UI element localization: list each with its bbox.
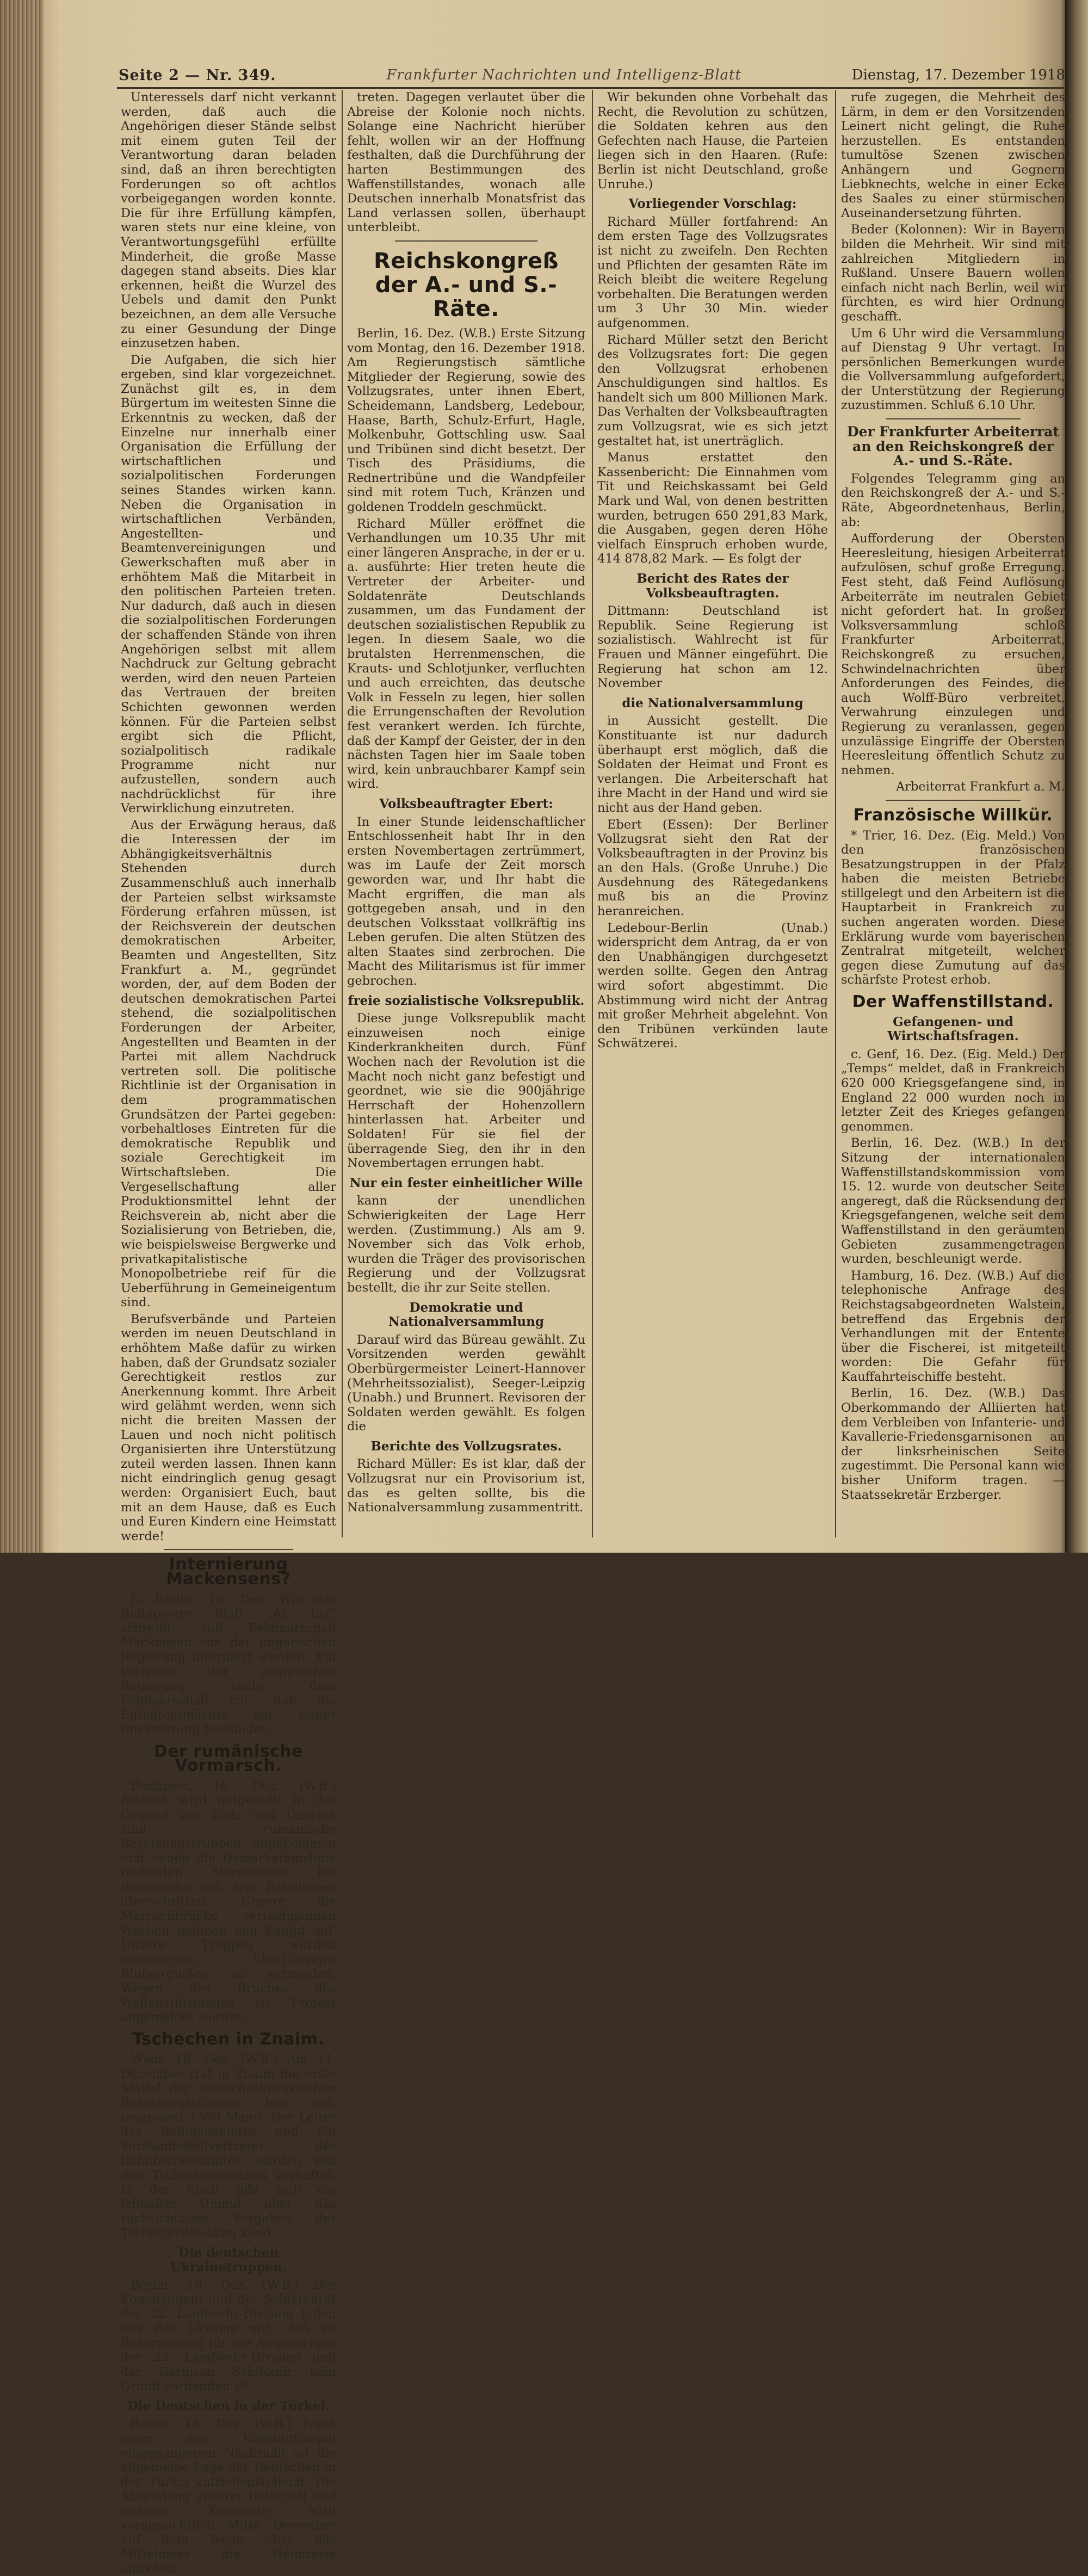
- column-divider: [342, 90, 343, 1537]
- article-paragraph: Dittmann: Deutschland ist Republik. Seine Regierung ist sozialistisch. Wahlrecht ist für Frauen und Männer eingeführt. Die Regierung hat schon am 12. November: [597, 604, 828, 691]
- article-paragraph: Um 6 Uhr wird die Versammlung auf Dienstag 9 Uhr vertagt. In persönlichen Bemerkungen wurde die Vollversammlung aufgefordert, der Unterstützung der Regierung zuzustimmen. Schluß 6.10 Uhr.: [841, 326, 1065, 413]
- subheading-gefangene: Gefangenen- und Wirtschaftsfragen.: [887, 1014, 1019, 1044]
- headline-rumaenisch: Der rumänische Vormarsch.: [153, 1741, 304, 1776]
- subheading-berichte: Berichte des Vollzugsrates.: [370, 1438, 562, 1454]
- article-paragraph: Wien, 16. Dez. (W.B.) Am 14. Dezember traf in Znaim die erste Staffel der tschechoslowakischen Besetzungstruppen hier ein, insgesamt 1500 Mann. Der Leiter des Bahnpostamtes und ein Vorstandsstellvertreter des Bahnbetriebsamtes wurden von den Tschechoslowaken verhaftet. In der Stadt gibt sich ein lebhafter Unmut über das rücksichtslose Vorgehen der Tschechoslowaken kund.: [121, 2052, 336, 2240]
- article-paragraph: Beder (Kolonnen): Wir in Bayern bilden die Mehrheit. Wir sind mit zahlreichen Mitgliedern in Rußland. Unsere Bauern wollen einfach nicht nach Berlin, weil wir fürchten, es wird hier Ordnung geschafft.: [841, 223, 1065, 324]
- article-paragraph: Richard Müller setzt den Bericht des Vollzugsrates fort: Die gegen den Vollzugsrat erhobenen Anschuldigungen sind haltlos. Es handelt sich um 800 Millionen Mark. Das Verhalten der Volksbeauftragten zum Vollzugsrat, wie es sich jetzt gestaltet hat, ist unerträglich.: [597, 332, 828, 448]
- article-paragraph: Diese junge Volksrepublik macht einzuweisen noch einige Kinderkrankheiten durch. Fünf Wochen nach der Revolution ist die Macht noch nicht ganz befestigt und geordnet, wie sie die 900jährige Herrschaft der Hohenzollern hinterlassen hat. Arbeiter und Soldaten! Für sie fiel der überragende Sieg, den ihr in den Novembertagen errungen habt.: [347, 1011, 585, 1171]
- subheading-vorschlag: Vorliegender Vorschlag:: [628, 196, 797, 212]
- article-paragraph: Richard Müller fortfahrend: An dem ersten Tage des Vollzugsrates ist nicht zu zweifeln. Den Rechten und Pflichten der gesamten Räte im Reich bleibt die weitere Regelung vorbehalten. Die Beratungen werden um 3 Uhr 30 Min. wieder aufgenommen.: [597, 214, 828, 330]
- article-paragraph: Wir bekunden ohne Vorbehalt das Recht, die Revolution zu schützen, die Soldaten kehren aus den Gefechten nach Hause, die Parteien liegen sich in den Haaren. (Rufe: Berlin ist nicht Deutschland, große Unruhe.): [597, 90, 828, 191]
- binding-edge: [0, 0, 44, 1553]
- section-separator: [395, 240, 538, 242]
- headline-mackensen: Internierung Mackensens?: [166, 1555, 291, 1589]
- article-paragraph: Aus der Erwägung heraus, daß die Interessen der im Abhängigkeitsverhältnis Stehenden durch Zusammenschluß auch innerhalb der Parteien selbst wirksamste Förderung erfahren müssen, ist der Reichsverein der deutschen demokratischen Arbeiter, Beamten und Angestellten, Sitz Frankfurt a. M., gegründet worden, der, auf dem Boden der deutschen demokratischen Partei stehend, die sozialpolitischen Forderungen der Arbeiter, Angestellten und Beamten in der Partei mit allem Nachdruck vertreten soll. Die politische Richtlinie ist der Organisation in dem programmatischen Grundsätzen der Partei gegeben: vorbehaltloses Eintreten für die demokratische Republik und soziale Gerechtigkeit im Wirtschaftsleben. Die Vergesellschaftung aller Produktionsmittel lehnt der Reichsverein ab, nicht aber die Sozialisierung von Betrieben, die, wie beispielsweise Bergwerke und privatkapitalistische Monopolbetriebe reif für die Ueberführung in Gemeineigentum sind.: [121, 818, 336, 1310]
- article-paragraph: h. Berlin, 16. Dez. Wie das Budapester Blatt „Az Est“ schreibt, soll Feldmarschall Mackensen von der ungarischen Regierung interniert werden. Ein Vertreter der ungarischen Regierung teilte dem Feldmarschall mit, daß die Entententmächte auf seiner Internierung bestünden.: [121, 1592, 336, 1737]
- article-paragraph: Richard Müller: Es ist klar, daß der Vollzugsrat nur ein Provisorium ist, das es gelten sollte, bis die Nationalversammlung zusammentritt.: [347, 1457, 585, 1515]
- column-divider: [592, 90, 593, 1537]
- article-paragraph: Berlin, 16. Dez. (W.B.) Der Kommandant und der Soldatenrat der 22. Landwehr-Division teilen aus der Ukraine mit, daß zu Besorgnissen für die Angehörigen der 22. Landwehr-Division und der Garnison Schitomir kein Grund vorhanden ist.: [121, 2278, 336, 2394]
- article-paragraph: Unteressels darf nicht verkannt werden, daß auch die Angehörigen dieser Stände selbst mit einem guten Teil der Verantwortung daran beladen sind, daß an ihren berechtigten Forderungen so oft achtlos vorbeigegangen worden konnte. Die für ihre Erfüllung kämpfen, waren stets nur eine kleine, von Verantwortungsgefühl erfüllte Minderheit, die große Masse dagegen stand abseits. Dies klar erkennen, heißt die Wurzel des Uebels und damit den Punkt bezeichnen, an dem alle Versuche zu einer Gesundung der Dinge einzusetzen haben.: [121, 90, 336, 351]
- article-paragraph: Richard Müller eröffnet die Verhandlungen um 10.35 Uhr mit einer längeren Ansprache, in der er u. a. ausführte: Hier treten heute die Vertreter der Arbeiter- und Soldatenräte Deutschlands zusammen, um das Fundament der deutschen sozialistischen Republik zu legen. In diesem Saale, wo die brutalsten Herrenmenschen, die Krauts- und Schlotjunker, verfluchten und auch erreichten, das deutsche Volk in Fesseln zu legen, hier sollen die Errungenschaften der Revolution fest verankert werden. Ich fürchte, daß der Kampf der Geister, der in den nächsten Tagen hier im Saale toben wird, kein unbrauchbarer Kampf sein wird.: [347, 516, 585, 792]
- article-paragraph: Die Aufgaben, die sich hier ergeben, sind klar vorgezeichnet. Zunächst gilt es, in dem Bürgertum im weitesten Sinne die Erkenntnis zu wecken, daß der Einzelne nur innerhalb einer Organisation die Erfüllung der wirtschaftlichen und sozialpolitischen Forderungen seines Standes wirken kann. Neben die Organisation in wirtschaftlichen Verbänden, Angestellten- und Beamtenvereinigungen und Gewerkschaften muß aber in erhöhtem Maß die Mitarbeit in den politischen Parteien treten. Nur dadurch, daß auch in diesen die sozialpolitischen Forderungen der schaffenden Stände von ihren Angehörigen selbst mit allem Nachdruck zur Geltung gebracht werden, wird den neuen Parteien das Vertrauen der breiten Schichten gewonnen werden können. Für die Parteien selbst ergibt sich die Pflicht, sozialpolitisch radikale Programme nicht nur aufzustellen, sondern auch nachdrücklichst für ihre Verwirklichung einzutreten.: [121, 353, 336, 816]
- article-paragraph: Manus erstattet den Kassenbericht: Die Einnahmen vom Tit und Reichskassamt bei Geld Mark und Wal, von denen bestritten wurden, betrugen 650 291,83 Mark, die Ausgaben, gegen deren Höhe vielfach Einspruch erhoben wurde, 414 878,82 Mark. — Es folgt der: [597, 450, 828, 566]
- subheading-demokratie: Demokratie und Nationalversammlung: [388, 1300, 544, 1330]
- section-separator: [886, 800, 1020, 801]
- page-header: [119, 64, 1065, 86]
- headline-waffenstillstand: Der Waffenstillstand.: [852, 992, 1054, 1012]
- adjacent-page-edge: [1065, 0, 1088, 1553]
- article-paragraph: * Trier, 16. Dez. (Eig. Meld.) Von den französischen Besatzungstruppen in der Pfalz haben die meisten Betriebe stillgelegt und den Arbeitern ist die Hauptarbeit in Frankreich zu suchen angeraten worden. Diese Erklärung wurde vom bayerischen Zentralrat mitgeteilt, welcher gegen diese Zumutung auf das schärfste Protest erhob.: [841, 828, 1065, 987]
- article-paragraph: Ebert (Essen): Der Berliner Vollzugsrat sieht den Rat der Volksbeauftragten in der Provinz bis an den Hals. (Große Unruhe.) Die Ausdehnung des Rätegedankens muß bis an die Provinz heranreichen.: [597, 817, 828, 919]
- headline-willkuer: Französische Willkür.: [853, 805, 1053, 825]
- article-paragraph: Folgendes Telegramm ging an den Reichskongreß der A.- und S.-Räte, Abgeordnetenhaus, Berlin, ab:: [841, 471, 1065, 529]
- headline-frankfurter-arbeiterrat: Der Frankfurter Arbeiterrat an den Reichskongreß der A.- und S.-Räte.: [846, 424, 1060, 469]
- article-paragraph: Hamburg, 16. Dez. (W.B.) Auf die telephonische Anfrage des Reichstagsabgeordneten Walstein, betreffend das Ergebnis der Verhandlungen mit der Entente über die Fischerei, ist mitgeteilt worden: Die Gefahr für Kauffahrteischiffe besteht.: [841, 1268, 1065, 1384]
- subheading-wille: Nur ein fester einheitlicher Wille: [349, 1175, 583, 1190]
- subheading-nationalversammlung: die Nationalversammlung: [622, 695, 803, 711]
- article-paragraph: Berlin, 16. Dez. (W.B.) In der Sitzung der internationalen Waffenstillstandskommission vom 15. 12. wurde von deutscher Seite angeregt, daß die Rücksendung der Kriegsgefangenen, welche seit dem Waffenstillstand in den geräumten Gebieten zusammengetragen wurden, beschleunigt werde.: [841, 1136, 1065, 1267]
- article-paragraph: Ledebour-Berlin (Unab.) widerspricht dem Antrag, da er von den Unabhängigen durchgesetzt werden sollte. Gegen den Antrag wird sofort abgestimmt. Die Abstimmung wird nicht der Antrag mit großer Mehrheit abgelehnt. Von den Tribünen verkünden laute Schwätzerei.: [597, 921, 828, 1051]
- article-paragraph: in Aussicht gestellt. Die Konstituante ist nur dadurch überhaupt erst möglich, daß die Soldaten der Heimat und Front es verlangen. Die Arbeiterschaft hat ihre Macht in der Hand und wird sie nicht aus der Hand geben.: [597, 714, 828, 815]
- column-3: [597, 90, 828, 1554]
- column-4: [841, 90, 1065, 1554]
- article-paragraph: Budapest, 16. Dez. (W.B.) Amtlich wird mitgeteilt: In der Gegend von Piski und Dimrich sind rumänische Besetzungstruppen angekommen und haben die Demarkationslinie bildenden Marosschild bei Branniczka mit drei Bataillonen überschritten. Unsere die Maroschbrücke verteidigenden Wachen nahmen den Kampf auf. Unsere Truppen wurden angewiesen, überflüssiges Blutvergießen zu vermeiden. Wegen des Bruches des Waffenstillstandes ist Protest angemeldet worden.: [121, 1778, 336, 2025]
- subheading-rates: Bericht des Rates der Volksbeauftragten.: [636, 571, 789, 601]
- article-paragraph: In einer Stunde leidenschaftlicher Entschlossenheit habt Ihr in den ersten Novembertagen zertrümmert, was im Laufe der Zeit morsch geworden war, und Ihr habt die Macht ergriffen, die man als gottgegeben ansah, und in den deutschen Volksstaat vollkräftig ins Leben gerufen. Die alten Stützen des alten Staates sind zerbrochen. Die Macht des Militarismus ist für immer gebrochen.: [347, 814, 585, 989]
- issue-date: Dienstag, 17. Dezember 1918: [851, 67, 1065, 83]
- subheading-ebert: Volksbeauftragter Ebert:: [379, 796, 553, 811]
- headline-tuerkei: Die Deutschen in der Türkei.: [127, 2399, 330, 2414]
- article-paragraph: treten. Dagegen verlautet über die Abreise der Kolonie noch nichts. Solange eine Nachricht hierüber fehlt, wollen wir an der Hoffnung festhalten, daß die Durchführung der harten Bestimmungen des Waffenstillstandes, wonach alle Deutschen innerhalb Monatsfrist das Land verlassen sollen, überhaupt unterbleibt.: [347, 90, 585, 235]
- masthead: Frankfurter Nachrichten und Intelligenz-Blatt: [386, 67, 741, 83]
- article-paragraph: Berlin, 15. Dez. (W.B.) Nach einer aus Konstantinopel eingegangenen Nachricht ist die allgemeine Lage der Deutschen in der Türkei zufriedenstellend. Die Absendung unserer Botschaft und unserer Konsulate wird voraussichtlich Mitte Dezember auf dem Wege über das Mittelmeer die Heimreise antreten.: [121, 2417, 336, 2576]
- column-divider: [835, 90, 836, 1537]
- header-rule: [117, 87, 1066, 89]
- section-separator: [886, 418, 1020, 419]
- article-paragraph: Berlin, 16. Dez. (W.B.) Erste Sitzung vom Montag, den 16. Dezember 1918. Am Regierungstisch sämtliche Mitglieder der Regierung, sowie des Vollzugsrates, unter ihnen Ebert, Scheidemann, Landsberg, Ledebour, Haase, Barth, Schulz-Erfurt, Hagle, Molkenbuhr, Gottschling usw. Saal und Tribünen sind dicht besetzt. Der Tisch des Präsidiums, die Rednertribüne und die Wandpfeiler sind mit rotem Tuch, Kränzen und goldenen Troddeln geschmückt.: [347, 326, 585, 515]
- headline-znaim: Tschechen in Znaim.: [132, 2029, 325, 2049]
- column-1: [121, 90, 336, 2576]
- headline-ukraine: Die deutschen Ukrainetruppen.: [170, 2245, 287, 2275]
- headline-reichskongress-sub: der A.- und S.-Räte.: [375, 272, 558, 322]
- page-label: Seite 2 — Nr. 349.: [119, 66, 276, 84]
- article-paragraph: Aufforderung der Obersten Heeresleitung, hiesigen Arbeiterrat aufzulösen, schuf große Erregung. Fest steht, daß Feind Auflösung Arbeiterräte im neutralen Gebiet nicht gefordert hat. In großer Volksversammlung schloß Frankfurter Arbeiterrat, Reichskongreß zu ersuchen, Schwindelnachrichten über Anforderungen des Feindes, die auch Wolff-Büro verbreitet, Verwahrung einzulegen und Regierung zu veranlassen, gegen unzulässige Eingriffe der Obersten Heeresleitung öffentlich Schutz zu nehmen.: [841, 532, 1065, 777]
- article-paragraph: c. Genf, 16. Dez. (Eig. Meld.) Der „Temps“ meldet, daß in Frankreich 620 000 Kriegsgefangene sind, in England 22 000 wurden noch in letzter Zeit des Krieges gefangen genommen.: [841, 1047, 1065, 1134]
- article-paragraph: kann der unendlichen Schwierigkeiten der Lage Herr werden. (Zustimmung.) Als am 9. November sich das Volk erhob, wurden die Träger des provisorischen Regierung und der Vollzugsrat bestellt, die ihr zur Seite stellen.: [347, 1194, 585, 1295]
- article-paragraph: rufe zugegen, die Mehrheit des Lärm, in dem er den Vorsitzenden Leinert nicht gelingt, die Ruhe herzustellen. Es entstanden tumultöse Szenen zwischen Anhängern und Gegnern Liebknechts, welche in einer Ecke des Saales zu einer stürmischen Auseinandersetzung führten.: [841, 90, 1065, 220]
- section-separator: [164, 1549, 293, 1550]
- subheading-volksrepublik: freie sozialistische Volksrepublik.: [348, 993, 585, 1008]
- article-paragraph: Berufsverbände und Parteien werden im neuen Deutschland in erhöhtem Maße dafür zu wirken haben, daß der Grundsatz sozialer Gerechtigkeit restlos zur Anerkennung kommt. Ihre Arbeit wird gelähmt werden, wenn sich nicht die breiten Massen der Lauen und noch nicht politisch Organisierten ihre Unterstützung zuteil werden lassen. Ihnen kann nicht eindringlich genug gesagt werden: Organisiert Euch, baut mit an dem Hause, daß es Euch und Euren Kindern eine Heimstatt werde!: [121, 1312, 336, 1543]
- article-paragraph: Berlin, 16. Dez. (W.B.) Das Oberkommando der Alliierten hat dem Verbleiben von Infanterie- und Kavallerie-Friedensgarnisonen an der linksrheinischen Seite zugestimmt. Die Personal kann wie bisher Uniform tragen. — Staatssekretär Erzberger.: [841, 1386, 1065, 1502]
- signature: Arbeiterrat Frankfurt a. M.: [896, 780, 1065, 794]
- column-2: [347, 90, 585, 1554]
- article-paragraph: Darauf wird das Büreau gewählt. Zu Vorsitzenden werden gewählt Oberbürgermeister Leinert-Hannover (Mehrheitssozialist), Seeger-Leipzig (Unabh.) und Brunnert. Revisoren der Soldaten werden gewählt. Es folgen die: [347, 1332, 585, 1434]
- headline-reichskongress: Reichskongreß: [374, 248, 559, 274]
